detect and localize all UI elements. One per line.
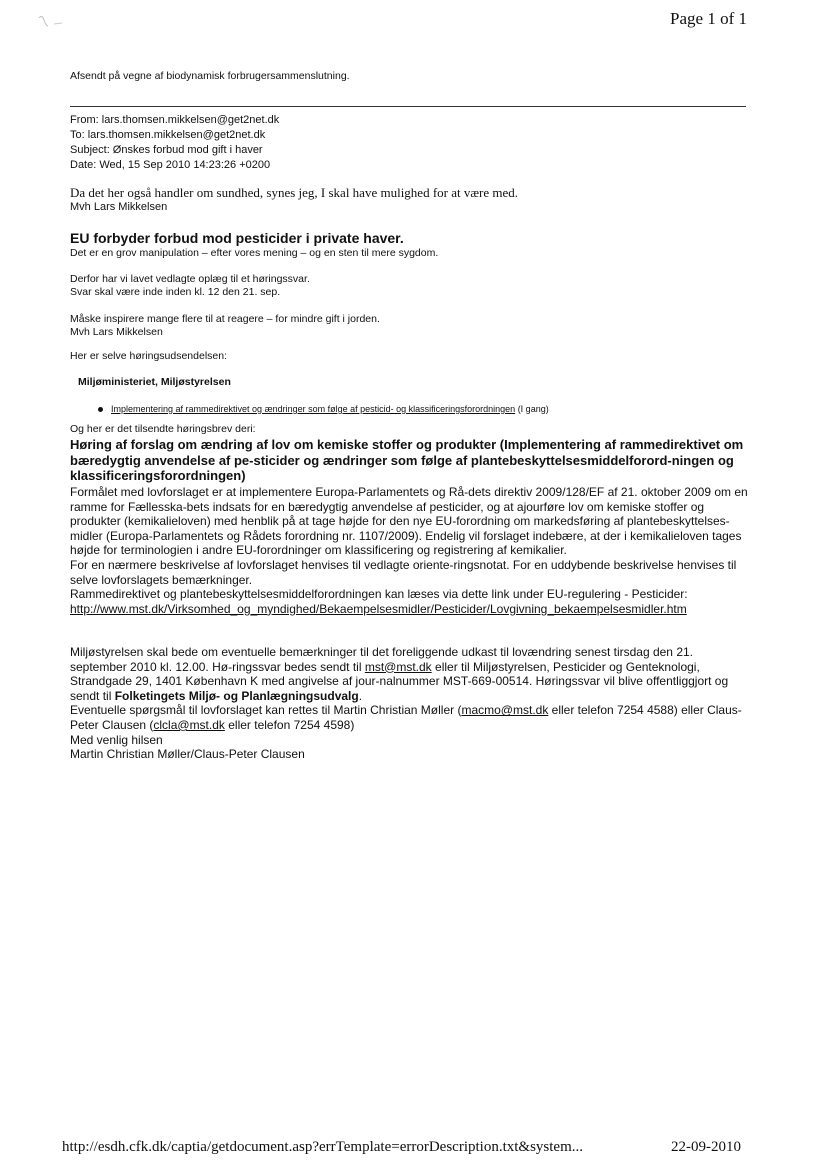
email-from: From: lars.thomsen.mikkelsen@get2net.dk	[70, 114, 280, 126]
text-span: eller telefon 7254 4598)	[224, 717, 355, 732]
letter-title: Høring af forslag om ændring af lov om kemiske stoffer og produkter (Implementering af rammedirektivet om bæredygtig anvendelse af pe-sticider og ændringer som følge af plantebeskyttelsesmiddelforord-ningen og klassificeringsforordningen)	[70, 437, 744, 483]
body-paragraph	[70, 645, 750, 703]
legislation-link-text[interactable]: http://www.mst.dk/Virksomhed_og_myndighed/Bekaempelsesmidler/Pesticider/Lovgivning_bekaempelsesmidler.htm	[70, 601, 687, 616]
footer-date: 22-09-2010	[671, 1139, 741, 1155]
body-paragraph: Rammedirektivet og plantebeskyttelsesmiddelforordningen kan læses via dette link under EU-regulering - Pesticider:	[70, 587, 688, 602]
paragraph	[70, 273, 310, 299]
committee-name: Folketingets Miljø- og Planlægningsudvalg	[114, 688, 359, 703]
intro-line: Da det her også handler om sundhed, synes jeg, I skal have mulighed for at være med.	[70, 185, 519, 200]
ministry-name: Miljøministeriet, Miljøstyrelsen	[78, 376, 231, 388]
header-divider	[70, 106, 746, 107]
paragraph-line: Mvh Lars Mikkelsen	[70, 326, 163, 338]
body-paragraph	[70, 703, 750, 732]
text-span: Eventuelle spørgsmål til lovforslaget kan rettes til Martin Christian Møller (	[70, 703, 462, 718]
email-date: Date: Wed, 15 Sep 2010 14:23:26 +0200	[70, 159, 271, 171]
bullet-icon	[98, 407, 103, 412]
signature: Martin Christian Møller/Claus-Peter Clausen	[70, 747, 305, 762]
hearing-intro: Her er selve høringsudsendelsen:	[70, 350, 227, 362]
email-link[interactable]: mst@mst.dk	[364, 659, 432, 674]
page-number: Page 1 of 1	[670, 9, 747, 28]
closing: Med venlig hilsen	[70, 732, 163, 747]
scan-smudge-mark	[36, 12, 66, 32]
list-item	[98, 404, 549, 414]
paragraph-line: Måske inspirere mange flere til at reagere – for mindre gift i jorden.	[70, 313, 380, 325]
paragraph-line: Svar skal være inde inden kl. 12 den 21. sep.	[70, 286, 281, 298]
email-to: To: lars.thomsen.mikkelsen@get2net.dk	[70, 129, 266, 141]
letter-body	[70, 485, 750, 616]
email-header	[70, 113, 279, 173]
letter-intro: Og her er det tilsendte høringsbrev deri:	[70, 423, 256, 435]
email-link[interactable]: macmo@mst.dk	[461, 703, 549, 718]
email-subject: Subject: Ønskes forbud mod gift i haver	[70, 144, 263, 156]
text-span: Miljøstyrelsen skal bede om eventuelle bemærkninger til det foreliggende udkast til lovændring senest tirsdag den 21. september 2010 kl. 12.00. Hø-ringssvar bedes sendt til	[70, 645, 693, 674]
letter-body-continued	[70, 645, 750, 762]
text-span: eller telefon 7254 4588) eller Claus-Peter Clausen (	[70, 703, 742, 732]
email-link[interactable]: clcla@mst.dk	[153, 717, 225, 732]
legislation-link[interactable]	[70, 602, 750, 617]
paragraph	[70, 313, 380, 339]
body-paragraph: For en nærmere beskrivelse af lovforslaget henvises til vedlagte oriente-ringsnotat. For en uddybende beskrivelse henvises til selve lovforslagets bemærkninger.	[70, 557, 737, 587]
signoff: Mvh Lars Mikkelsen	[70, 201, 168, 213]
sender-note: Afsendt på vegne af biodynamisk forbrugersammenslutning.	[70, 70, 350, 82]
headline-subtitle: Det er en grov manipulation – efter vores mening – og en sten til mere sygdom.	[70, 247, 439, 259]
headline: EU forbyder forbud mod pesticider i private haver.	[70, 230, 404, 246]
footer-url: http://esdh.cfk.dk/captia/getdocument.asp?errTemplate=errorDescription.txt&system...	[62, 1139, 584, 1155]
text-span: eller til Miljøstyrelsen, Pesticider og Genteknologi, Strandgade 29, 1401 København K med angivelse af jour-nalnummer MST-669-00514. Høringssvar vil blive offentliggjort og sendt til	[70, 659, 729, 703]
body-paragraph: Formålet med lovforslaget er at implementere Europa-Parlamentets og Rå-dets direktiv 2009/128/EF af 21. oktober 2009 om en ramme for Fællesska-bets indsats for en bæredygtig anvendelse af pesticider, og at ajourføre lov om kemiske stoffer og produkter (kemikalieloven) med henblik på at tage højde for den nye EU-forordning om markedsføring af plantebeskyttelses-midler (Europa-Parlamentets og Rådets forordning nr. 1107/2009). Endelig vil forslaget indebære, at der i kemikalieloven tages højde for terminologien i andre EU-forordninger om klassificering og registrering af kemikalier.	[70, 485, 748, 558]
status-text: (I gang)	[515, 404, 549, 414]
text-span: .	[358, 688, 363, 703]
paragraph-line: Derfor har vi lavet vedlagte oplæg til et høringssvar.	[70, 273, 310, 285]
implementation-link[interactable]: Implementering af rammedirektivet og ændringer som følge af pesticid- og klassificeringsforordningen	[111, 404, 516, 414]
